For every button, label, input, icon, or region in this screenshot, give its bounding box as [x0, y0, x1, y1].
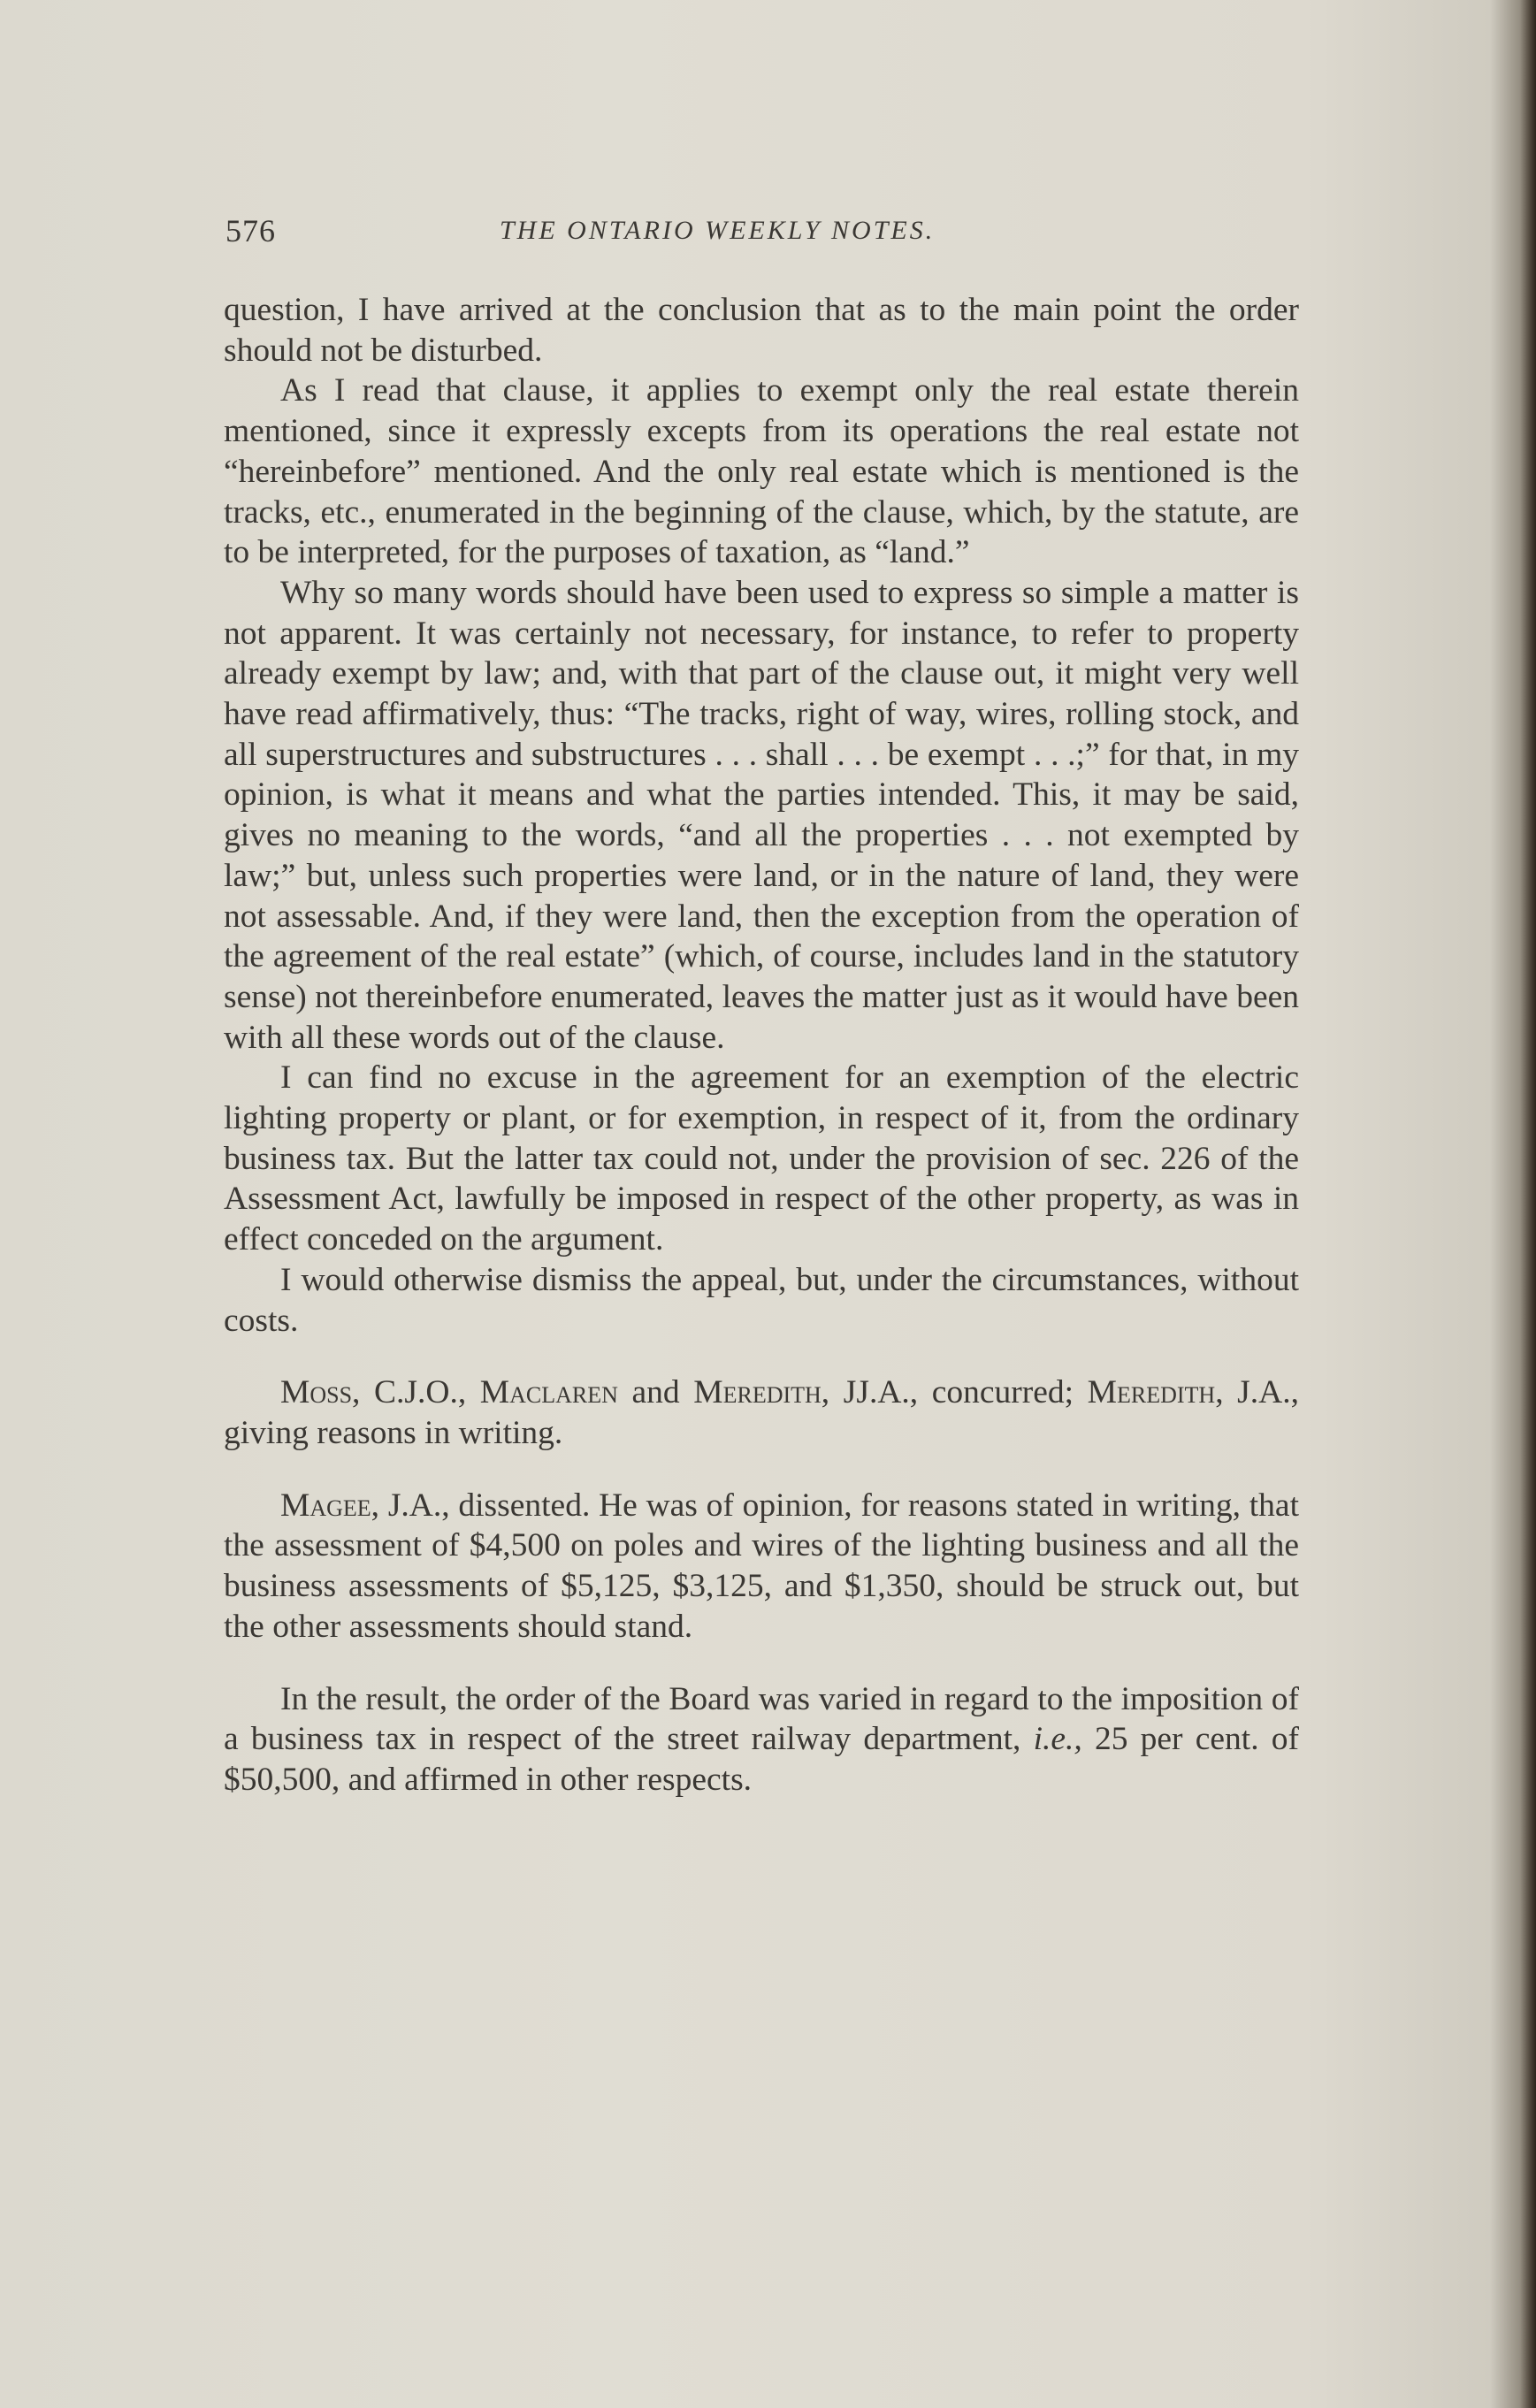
running-title: THE ONTARIO WEEKLY NOTES. [500, 216, 936, 245]
dissent-paragraph [224, 1486, 1299, 1647]
result-paragraph [224, 1679, 1299, 1800]
result-italic: i.e., [1033, 1721, 1082, 1758]
judge-name: Moss [280, 1374, 353, 1411]
page-edge-shadow [1520, 0, 1536, 2408]
result-text: 25 per cent. of $50,500, and affirmed in other respects. [224, 1721, 1299, 1798]
body-text [224, 290, 1299, 1800]
page-header [225, 212, 1304, 256]
concurrence-paragraph [224, 1372, 1299, 1453]
dissent-text: , J.A., dissented. He was of opinion, for reasons stated in writing, that the assessment of $4,500 on poles and wires of the lighting business and all the business assessments of $5,125, $3,125, and $1,350, should be struck out, but the other assessments should stand. [224, 1487, 1299, 1645]
paragraph-5: I would otherwise dismiss the appeal, but, under the circumstances, without costs. [224, 1261, 1299, 1339]
concurrence-text: and [617, 1374, 694, 1411]
paragraph-4: I can find no excuse in the agreement for an exemption of the electric lighting property or plant, or for exemption, in respect of it, from the ordinary business tax. But the latter tax could not, under the provision of sec. 226 of the Assessment Act, lawfully be imposed in respect of the other property, as was in effect conceded on the argument. [224, 1059, 1299, 1258]
concurrence-text: , C.J.O., [352, 1374, 480, 1411]
paragraph-2: As I read that clause, it applies to exempt only the real estate therein mentioned, since it expressly excepts from its operations the real estate not “hereinbefore” mentioned. And the only real estate which is mentioned is the tracks, etc., enumerated in the beginning of the clause, which, by the statute, are to be interpreted, for the purposes of taxation, as “land.” [224, 372, 1299, 571]
paragraph-1: question, I have arrived at the conclusion that as to the main point the order should not be disturbed. [224, 292, 1299, 369]
paragraph-3: Why so many words should have been used to express so simple a matter is not apparent. It was certainly not necessary, for instance, to refer to property already exempt by law; and, with that part of the clause out, it might very well have read affirmatively, thus: “The tracks, right of way, wires, rolling stock, and all superstructures and substructures . . . shall . . . be exempt . . .;” for that, in my opinion, is what it means and what the parties intended. This, it may be said, gives no meaning to the words, “and all the properties . . . not exempted by law;” but, unless such properties were land, or in the nature of land, they were not assessable. And, if they were land, then the exception from the operation of the agreement of the real estate” (which, of course, includes land in the statutory sense) not thereinbefore enumerated, leaves the matter just as it would have been with all these words out of the clause. [224, 574, 1299, 1056]
concurrence-text: , JJ.A., concurred; [821, 1374, 1088, 1411]
judge-name: Maclaren [479, 1374, 618, 1411]
judge-name: Magee [280, 1487, 371, 1524]
result-text: In the result, the order of the Board was varied in regard to the imposition of a business tax in respect of the street railway department, [224, 1680, 1299, 1758]
judge-name: Meredith [1087, 1374, 1216, 1411]
judge-name: Meredith [693, 1374, 821, 1411]
page-number: 576 [225, 213, 276, 248]
concurrence-text: , J.A., giving reasons in writing. [224, 1374, 1299, 1451]
